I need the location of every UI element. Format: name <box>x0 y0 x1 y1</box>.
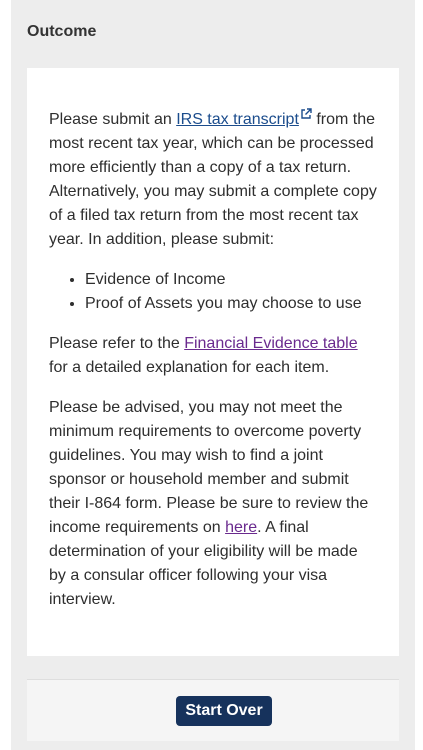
financial-evidence-text-after: for a detailed explanation for each item. <box>49 359 330 376</box>
required-documents-list <box>49 268 377 316</box>
outcome-content-card <box>27 68 399 656</box>
list-item: • Proof of Assets you may choose to use <box>85 292 377 316</box>
outcome-panel <box>11 0 415 750</box>
outcome-footer <box>27 679 399 741</box>
financial-evidence-text-before: Please refer to the <box>49 335 185 352</box>
irs-tax-transcript-link[interactable] <box>176 111 299 128</box>
income-requirements-link-label: here <box>225 519 258 536</box>
transcript-paragraph-text-before: Please submit an <box>49 111 177 128</box>
financial-evidence-table-link-label: Financial Evidence table <box>184 335 358 352</box>
poverty-guidelines-text-before: Please be advised, you may not meet the minimum requirements to overcome poverty guidelines. You may wish to find a joint sponsor or household member and submit their I-864 form. Please be sure to review the income requirements on <box>49 399 369 536</box>
outcome-heading: Outcome <box>27 23 97 40</box>
transcript-paragraph <box>49 108 377 252</box>
poverty-guidelines-text-after: . A final determination of your eligibility will be made by a consular officer following your visa interview. <box>49 519 358 608</box>
financial-evidence-table-link[interactable] <box>184 335 357 352</box>
irs-tax-transcript-link-label: IRS tax transcript <box>176 111 299 128</box>
list-item: • Evidence of Income <box>85 268 377 292</box>
financial-evidence-paragraph <box>49 332 377 380</box>
transcript-paragraph-text-after: from the most recent tax year, which can be processed more efficiently than a copy of a tax return. Alternatively, you may submit a complete copy of a filed tax return from the most recent tax year. In addition, please submit: <box>49 111 377 248</box>
poverty-guidelines-paragraph <box>49 396 377 612</box>
income-requirements-link[interactable] <box>225 519 257 536</box>
start-over-button[interactable]: Start Over <box>176 696 272 726</box>
external-link-icon <box>300 108 312 120</box>
